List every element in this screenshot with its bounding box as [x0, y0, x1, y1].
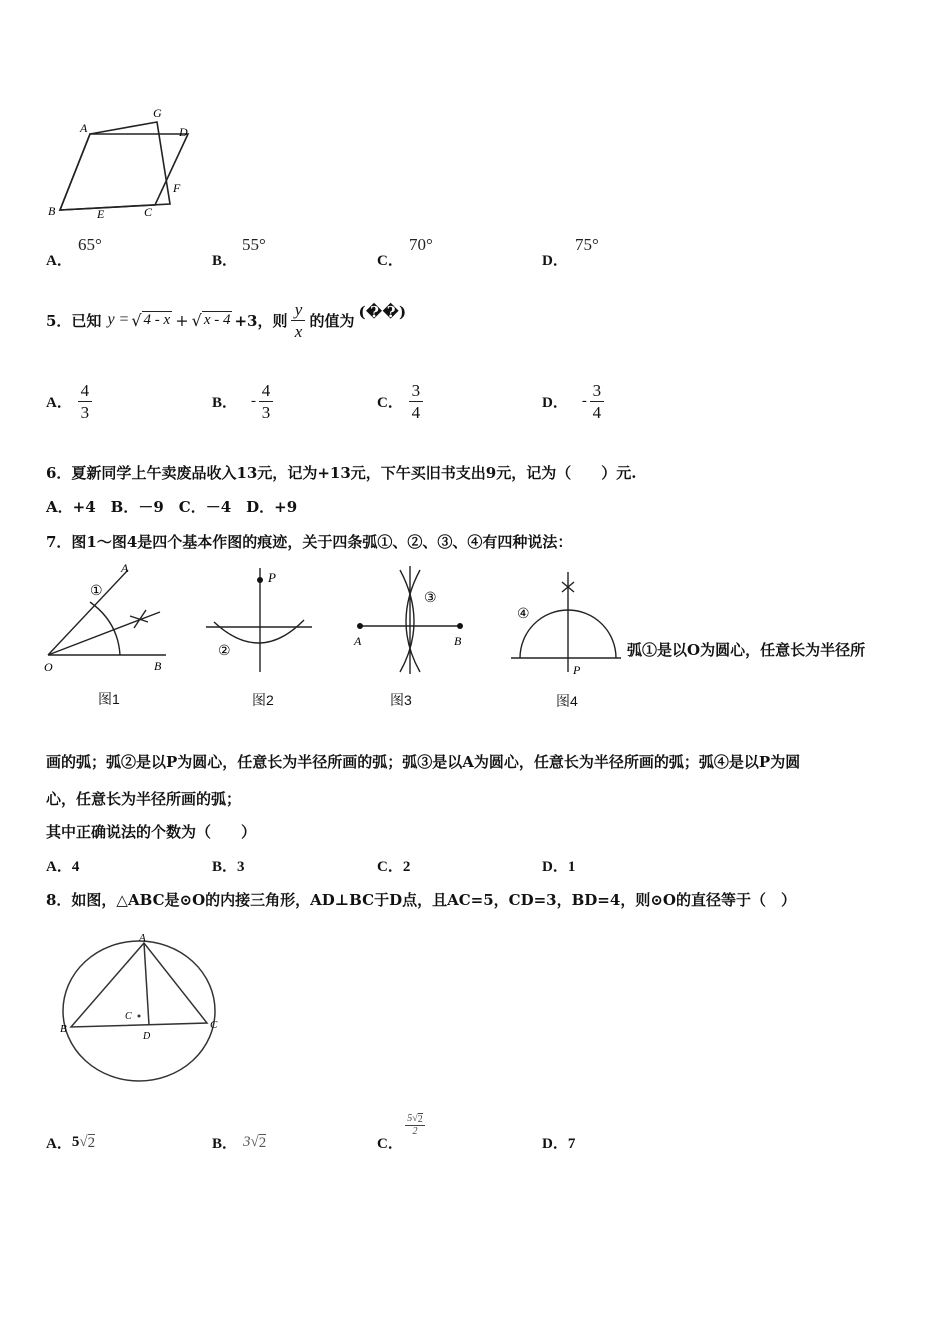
- q5-option-b-den: 3: [261, 402, 271, 422]
- q7-side-text: 弧①是以O为圆心，任意长为半径所: [627, 641, 866, 659]
- q7-fig1-label-b: B: [154, 659, 162, 673]
- q4-label-g: G: [153, 106, 162, 120]
- q7-statement-line-3: 心，任意长为半径所画的弧；: [46, 790, 242, 808]
- q7-figure-2: [200, 560, 320, 680]
- q4-square-agfe: [60, 122, 170, 210]
- q5-tail: +3，则: [234, 311, 288, 330]
- q4-option-b-letter: B．: [212, 253, 238, 269]
- q7-fig3-arc-left: [406, 570, 420, 672]
- q8-option-b-sqrt-sign: √: [250, 1134, 259, 1150]
- q7-fig3-label-arc: ③: [424, 591, 437, 606]
- q7-fig2-point-p: [257, 577, 263, 583]
- q8-option-a-letter: A．: [46, 1136, 72, 1152]
- q5-frac-num: y: [294, 299, 303, 319]
- q7-option-d-value: 1: [567, 859, 576, 875]
- q8-option-a-value: 5: [71, 1134, 80, 1150]
- q5-suffix: 的值为: [309, 311, 355, 330]
- q7-fig1-label-arc: ①: [90, 584, 103, 599]
- q8-option-d-letter: D．: [542, 1136, 568, 1152]
- q7-option-d-letter: D．: [542, 859, 568, 875]
- q4-label-a: A: [80, 121, 88, 135]
- q5-radicand-1: 4 - x: [143, 312, 171, 328]
- q5-stem: [46, 300, 406, 340]
- q5-option-b-bar: [259, 401, 273, 402]
- q7-fig4-label-p: P: [573, 663, 581, 677]
- q7-option-c-letter: C．: [377, 859, 403, 875]
- q7-fig1-bisector: [48, 612, 160, 655]
- q8-center-point: [138, 1015, 141, 1018]
- q5-frac-bar: [291, 320, 305, 321]
- q4-option-c-letter: C．: [377, 253, 403, 269]
- q8-option-c-sqrt-sign: √: [412, 1113, 418, 1124]
- q7-fig4-caption: 图4: [556, 693, 578, 709]
- q5-sqrt-sign-2: √: [191, 310, 202, 330]
- q4-label-d: D: [179, 125, 188, 139]
- q8-option-b-value: 3: [243, 1134, 251, 1150]
- q6-options: A．+4 B．－9 C．－4 D．+9: [46, 498, 298, 516]
- q7-fig3-caption: 图3: [390, 692, 412, 708]
- q5-sqrt-sign-1: √: [131, 310, 142, 330]
- q7-option-c-value: 2: [402, 859, 411, 875]
- q8-option-c-frac: [405, 1113, 425, 1137]
- q7-question: 其中正确说法的个数为（ ）: [46, 823, 257, 841]
- q5-option-d-num: 3: [592, 380, 602, 400]
- q7-option-c: [377, 855, 410, 876]
- q8-option-b-radicand: 2: [258, 1134, 267, 1151]
- q5-option-d-bar: [590, 401, 604, 402]
- q8-option-a: [46, 1132, 95, 1153]
- q4-option-a-letter: A．: [46, 253, 72, 269]
- q5-option-b-num: 4: [261, 380, 271, 400]
- q8-label-c: C: [210, 1019, 218, 1031]
- q8-altitude-ad: [144, 943, 149, 1025]
- q4-label-b: B: [48, 204, 56, 218]
- q5-option-b-letter: B．: [212, 394, 238, 411]
- q7-fig1-ray-oa: [48, 570, 128, 655]
- q7-figure-4: [505, 560, 625, 680]
- q4-figure: [40, 100, 200, 225]
- q7-fig3-arc-right: [400, 570, 414, 672]
- q8-option-a-sqrt-sign: √: [79, 1134, 88, 1150]
- q7-stem: 7．图1～图4是四个基本作图的痕迹，关于四条弧①、②、③、④有四种说法：: [46, 533, 573, 551]
- q4-option-d-letter: D．: [542, 253, 568, 269]
- q5-option-d-frac: [590, 382, 604, 421]
- q5-plus: +: [175, 310, 189, 330]
- q7-option-a-letter: A．: [46, 859, 72, 875]
- q7-statement-line-2: 画的弧；弧②是以P为圆心，任意长为半径所画的弧；弧③是以A为圆心，任意长为半径所画的弧；弧④是以P为圆: [46, 753, 801, 771]
- q4-option-b-value: 55°: [242, 235, 266, 254]
- q7-fig1-label-o: O: [44, 660, 53, 674]
- q5-option-c: [377, 378, 423, 424]
- q8-option-b: [212, 1132, 266, 1153]
- q5-option-d-den: 4: [592, 402, 602, 422]
- q4-label-c: C: [144, 205, 153, 219]
- q5-option-b-frac: [259, 382, 273, 421]
- q8-label-d: D: [143, 1031, 151, 1042]
- q8-stem: 8．如图，△ABC是⊙O的内接三角形，AD⊥BC于D点，且AC=5，CD=3，BD=4，则⊙O的直径等于（ ）: [46, 891, 796, 909]
- q8-figure: [55, 928, 225, 1083]
- q7-fig2-arc-2: [214, 620, 304, 643]
- q8-option-b-letter: B．: [212, 1136, 238, 1152]
- q4-label-f: F: [173, 181, 181, 195]
- q7-fig3-label-a: A: [354, 634, 362, 648]
- q8-label-center: C: [125, 1011, 132, 1022]
- q5-paren: (��): [358, 303, 407, 321]
- q8-label-b: B: [60, 1023, 67, 1035]
- q7-fig3-point-a: [357, 623, 363, 629]
- q5-option-d: [542, 378, 604, 424]
- q7-option-a: [46, 855, 79, 876]
- q5-option-c-num: 3: [411, 380, 421, 400]
- q7-option-d: [542, 855, 575, 876]
- q5-option-d-letter: D．: [542, 394, 568, 411]
- q7-fig1-label-a: A: [121, 561, 129, 575]
- q5-option-c-den: 4: [411, 402, 421, 422]
- q5-option-a-letter: A．: [46, 394, 72, 411]
- q8-option-a-radicand: 2: [87, 1134, 96, 1151]
- q8-option-c-radicand: 2: [417, 1114, 423, 1125]
- q7-option-b-letter: B．: [212, 859, 238, 875]
- q7-option-a-value: 4: [71, 859, 80, 875]
- q5-radicand-2: x - 4: [203, 312, 231, 328]
- q5-option-a-frac: [78, 382, 92, 421]
- q7-fig1-cross-mark: [130, 610, 148, 628]
- q7-figure-3: [348, 560, 473, 680]
- q5-option-c-bar: [409, 401, 423, 402]
- q5-option-b: [212, 378, 273, 424]
- q5-fraction: [291, 301, 305, 340]
- q7-fig2-label-arc: ②: [218, 644, 231, 659]
- q8-label-a: A: [139, 932, 146, 944]
- q5-option-c-letter: C．: [377, 394, 403, 411]
- q7-fig3-label-b: B: [454, 634, 462, 648]
- q7-figure-1: [38, 560, 178, 680]
- q5-prefix: 5．已知: [46, 311, 102, 330]
- q7-fig3-point-b: [457, 623, 463, 629]
- q5-option-a-bar: [78, 401, 92, 402]
- q7-option-b-value: 3: [237, 859, 245, 875]
- q5-option-d-sign: -: [581, 392, 587, 409]
- q6-stem: 6．夏新同学上午卖废品收入13元，记为+13元，下午买旧书支出9元，记为（ ）元.: [46, 464, 637, 482]
- q4-label-e: E: [97, 207, 105, 221]
- q4-option-a-value: 65°: [78, 235, 102, 254]
- q7-fig2-label-p: P: [268, 570, 276, 585]
- q8-option-c-letter: C．: [377, 1136, 403, 1152]
- q8-option-c-numerator: [407, 1113, 423, 1125]
- q7-fig1-caption: 图1: [98, 691, 120, 707]
- q8-option-c-coef: 5: [407, 1113, 413, 1124]
- q7-fig4-label-arc: ④: [517, 607, 530, 622]
- q4-option-d-value: 75°: [575, 235, 599, 254]
- q5-option-b-sign: -: [251, 392, 257, 409]
- q8-option-d-value: 7: [567, 1136, 576, 1152]
- q5-option-c-frac: [409, 382, 423, 421]
- q5-option-a: [46, 378, 92, 424]
- q7-fig2-caption: 图2: [252, 692, 274, 708]
- q5-option-a-num: 4: [80, 380, 90, 400]
- q5-frac-den: x: [294, 321, 303, 341]
- q7-option-b: [212, 855, 245, 876]
- q8-option-d: [542, 1132, 575, 1153]
- q5-option-a-den: 3: [80, 402, 90, 422]
- q5-y-eq: y =: [107, 311, 130, 328]
- q8-option-c-den: 2: [412, 1126, 418, 1137]
- q4-option-c-value: 70°: [409, 235, 433, 254]
